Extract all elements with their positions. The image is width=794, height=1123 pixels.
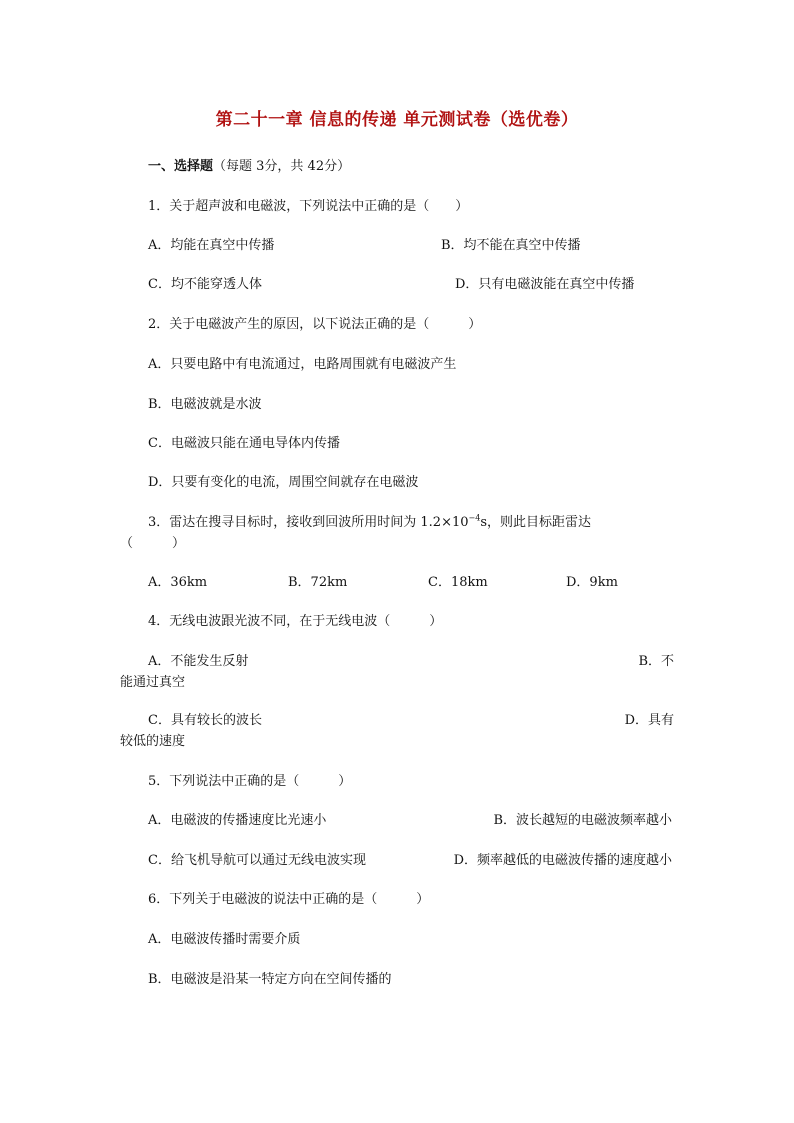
question-3-paren: （ ） <box>120 536 186 551</box>
question-6-option-b: B．电磁波是沿某一特定方向在空间传播的 <box>148 972 392 987</box>
question-5-option-a: A．电磁波的传播速度比光速小 <box>148 813 327 828</box>
question-3-stem-post: s，则此目标距雷达 <box>480 515 591 530</box>
question-4-option-b-tail: 能通过真空 <box>120 675 186 690</box>
question-3-option-b: B．72km <box>288 575 348 590</box>
question-5-option-b: B．波长越短的电磁波频率越小 <box>493 813 672 828</box>
question-1-option-a: A．均能在真空中传播 <box>148 238 275 253</box>
section-label: 一、选择题 <box>148 159 214 174</box>
question-3-stem <box>148 513 591 533</box>
question-2-option-b: B．电磁波就是水波 <box>148 397 262 412</box>
question-6-stem: 6．下列关于电磁波的说法中正确的是（ ） <box>148 892 430 907</box>
question-6-option-a: A．电磁波传播时需要介质 <box>148 932 301 947</box>
question-1-option-d: D．只有电磁波能在真空中传播 <box>455 277 635 292</box>
question-3-option-c: C．18km <box>428 575 488 590</box>
question-3-option-a: A．36km <box>148 575 208 590</box>
question-2-option-a: A．只要电路中有电流通过，电路周围就有电磁波产生 <box>148 357 457 372</box>
question-4-option-b-head: B．不 <box>638 654 674 669</box>
question-3-stem-pre: 3．雷达在搜寻目标时，接收到回波所用时间为 1.2×10 <box>148 515 469 530</box>
question-1-option-c: C．均不能穿透人体 <box>148 277 262 292</box>
question-4-option-d-tail: 较低的速度 <box>120 734 186 749</box>
page-title: 第二十一章 信息的传递 单元测试卷（选优卷） <box>215 110 579 130</box>
question-2-stem: 2．关于电磁波产生的原因，以下说法正确的是（ ） <box>148 317 482 332</box>
section-heading <box>148 157 350 177</box>
question-5-option-c: C．给飞机导航可以通过无线电波实现 <box>148 853 366 868</box>
question-5-stem: 5．下列说法中正确的是（ ） <box>148 774 352 789</box>
question-2-option-d: D．只要有变化的电流，周围空间就存在电磁波 <box>148 475 419 490</box>
question-3-exponent: −4 <box>468 513 481 523</box>
question-1-stem: 1．关于超声波和电磁波，下列说法中正确的是（ ） <box>148 199 469 214</box>
question-3-option-d: D．9km <box>566 575 618 590</box>
question-4-option-a: A．不能发生反射 <box>148 654 249 669</box>
question-4-option-d-head: D．具有 <box>624 713 674 728</box>
question-4-stem: 4．无线电波跟光波不同，在于无线电波（ ） <box>148 614 443 629</box>
question-1-option-b: B．均不能在真空中传播 <box>441 238 581 253</box>
question-2-option-c: C．电磁波只能在通电导体内传播 <box>148 436 340 451</box>
question-5-option-d: D．频率越低的电磁波传播的速度越小 <box>453 853 672 868</box>
question-4-option-c: C．具有较长的波长 <box>148 713 262 728</box>
section-note: （每题 3分，共 42分） <box>213 159 351 174</box>
